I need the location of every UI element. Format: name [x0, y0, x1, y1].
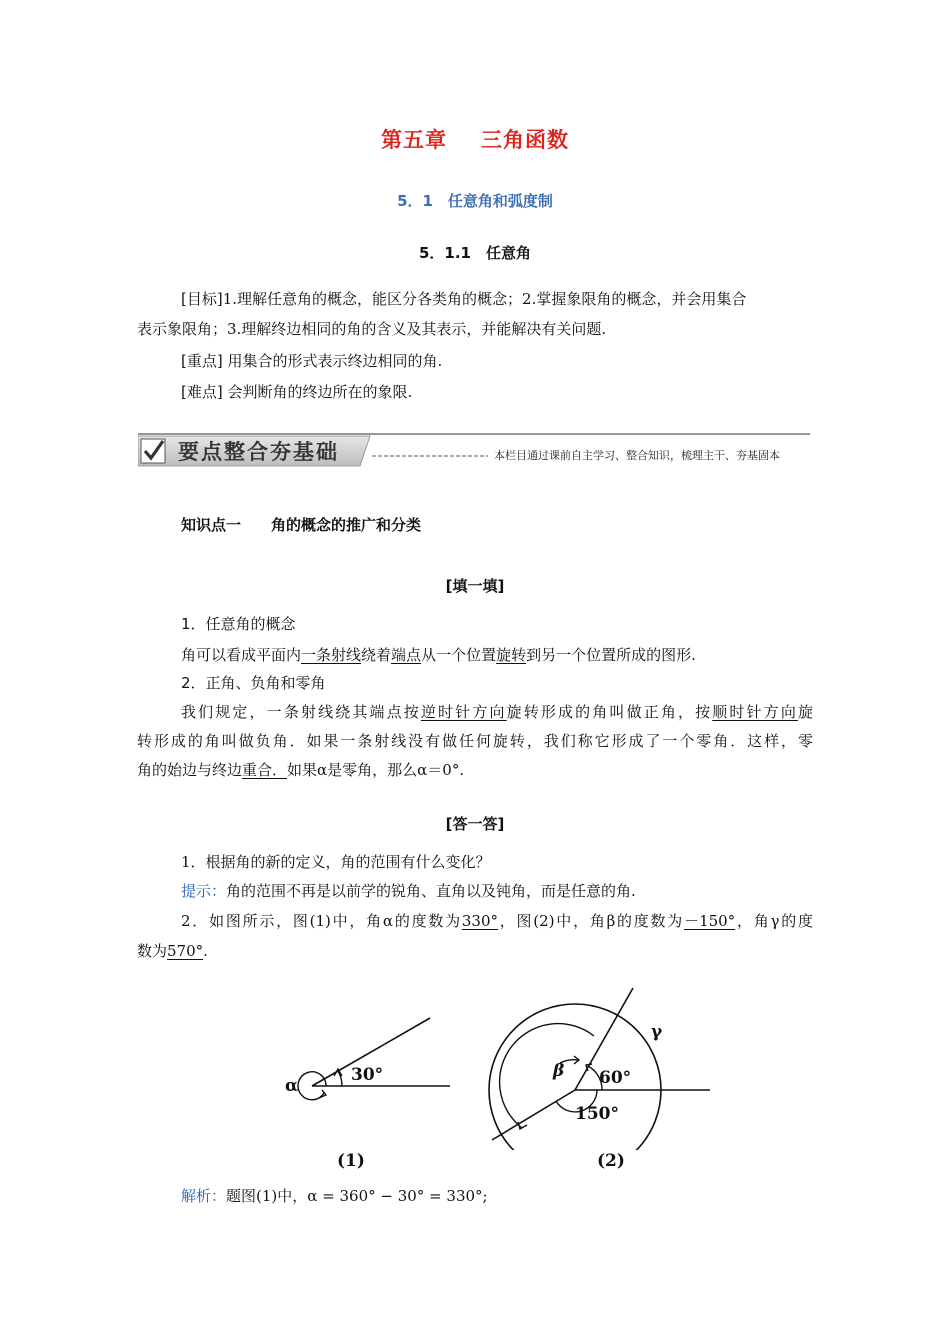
item1-part: 绕着 [361, 646, 392, 664]
item2-part: 角的始边与终边 [137, 761, 243, 779]
question-2-line-2 [137, 936, 813, 966]
hint-text: 角的范围不再是以前学的锐角、直角以及钝角，而是任意的角. [226, 882, 636, 900]
item2-part: 我们规定，一条射线绕其端点按 [181, 703, 421, 721]
key-tag: [重点] [181, 352, 223, 370]
difficult-line [137, 377, 813, 407]
key-line [137, 346, 813, 376]
fig1-angle-label: 30° [351, 1065, 384, 1085]
q2-part: 2．如图所示，图(1)中，角α的度数为 [181, 912, 462, 930]
item1-blank: 旋转 [496, 646, 527, 664]
figure-1-caption: (1) [337, 1151, 365, 1171]
item2-part: 旋转形成的角叫做正角，按 [506, 703, 713, 721]
item1-title: 1．任意角的概念 [181, 615, 296, 633]
question-2-line-1 [137, 906, 813, 936]
item2-line-1 [137, 697, 813, 727]
chapter-title [0, 124, 950, 154]
item1-part: 角可以看成平面内 [181, 646, 302, 664]
qa-heading: [答一答] [445, 815, 505, 833]
banner-subtitle: 本栏目通过课前自主学习、整合知识，梳理主干、夯基固本 [494, 449, 780, 462]
item1-part: 从一个位置 [421, 646, 497, 664]
q2-part: ，角γ的度 [735, 912, 813, 930]
chapter-name: 三角函数 [481, 127, 569, 152]
figure-2-diagram [480, 980, 720, 1150]
q2-part: ，图(2)中，角β的度数为 [498, 912, 685, 930]
section-banner [138, 432, 810, 468]
q2-answer: －150° [684, 912, 736, 930]
analysis-line [137, 1181, 813, 1211]
figure-2-caption: (2) [597, 1151, 625, 1171]
knowledge-heading: 知识点一 角的概念的推广和分类 [181, 516, 422, 534]
question-1: 1．根据角的新的定义，角的范围有什么变化？ [181, 853, 491, 871]
difficult-text: 会判断角的终边所在的象限. [227, 383, 413, 401]
item1-part: 到另一个位置所成的图形. [526, 646, 696, 664]
item2-title: 2．正角、负角和零角 [181, 674, 326, 692]
goal-line-1 [137, 284, 813, 314]
banner-title: 要点整合夯基础 [178, 440, 339, 464]
q2-part: 数为 [137, 942, 168, 960]
fig2-gamma-label: γ [651, 1022, 663, 1042]
hint-label: 提示： [181, 882, 227, 900]
subsection-title: 5．1.1 任意角 [418, 244, 531, 262]
item1-blank: 一条射线 [301, 646, 362, 664]
q2-answer: 330° [461, 912, 499, 930]
fig2-angle150-label: 150° [575, 1104, 619, 1124]
item2-line-2: 转形成的角叫做负角．如果一条射线没有做任何旋转，我们称它形成了一个零角．这样，零 [137, 732, 813, 750]
q2-answer: 570° [167, 942, 204, 960]
item1-text [137, 640, 813, 670]
item2-blank: 顺时针方向 [712, 703, 798, 721]
section-title: 5．1 任意角和弧度制 [397, 192, 553, 210]
item2-line-3 [137, 755, 813, 785]
hint-line [137, 876, 813, 906]
chapter-number: 第五章 [381, 127, 447, 152]
item1-blank: 端点 [391, 646, 422, 664]
goal-line-2: 表示象限角；3.理解终边相同的角的含义及其表示，并能解决有关问题. [137, 320, 607, 338]
goal-text-1: 1.理解任意角的概念，能区分各类角的概念；2.掌握象限角的概念，并会用集合 [222, 290, 747, 308]
goal-tag: [目标] [181, 290, 223, 308]
difficult-tag: [难点] [181, 383, 223, 401]
fig2-beta-label: β [553, 1061, 565, 1081]
item2-part: 如果α是零角，那么α＝0°. [287, 761, 465, 779]
item2-blank: 重合． [242, 761, 288, 779]
item2-part: 旋 [797, 703, 813, 721]
fig1-alpha-label: α [285, 1076, 299, 1096]
fig2-angle60-label: 60° [599, 1068, 632, 1088]
item2-blank: 逆时针方向 [420, 703, 507, 721]
analysis-text: 题图(1)中，α = 360° − 30° = 330°; [226, 1187, 488, 1205]
q2-part: . [203, 942, 208, 960]
key-text: 用集合的形式表示终边相同的角. [227, 352, 443, 370]
fill-heading: [填一填] [445, 577, 505, 595]
analysis-label: 解析： [181, 1187, 227, 1205]
